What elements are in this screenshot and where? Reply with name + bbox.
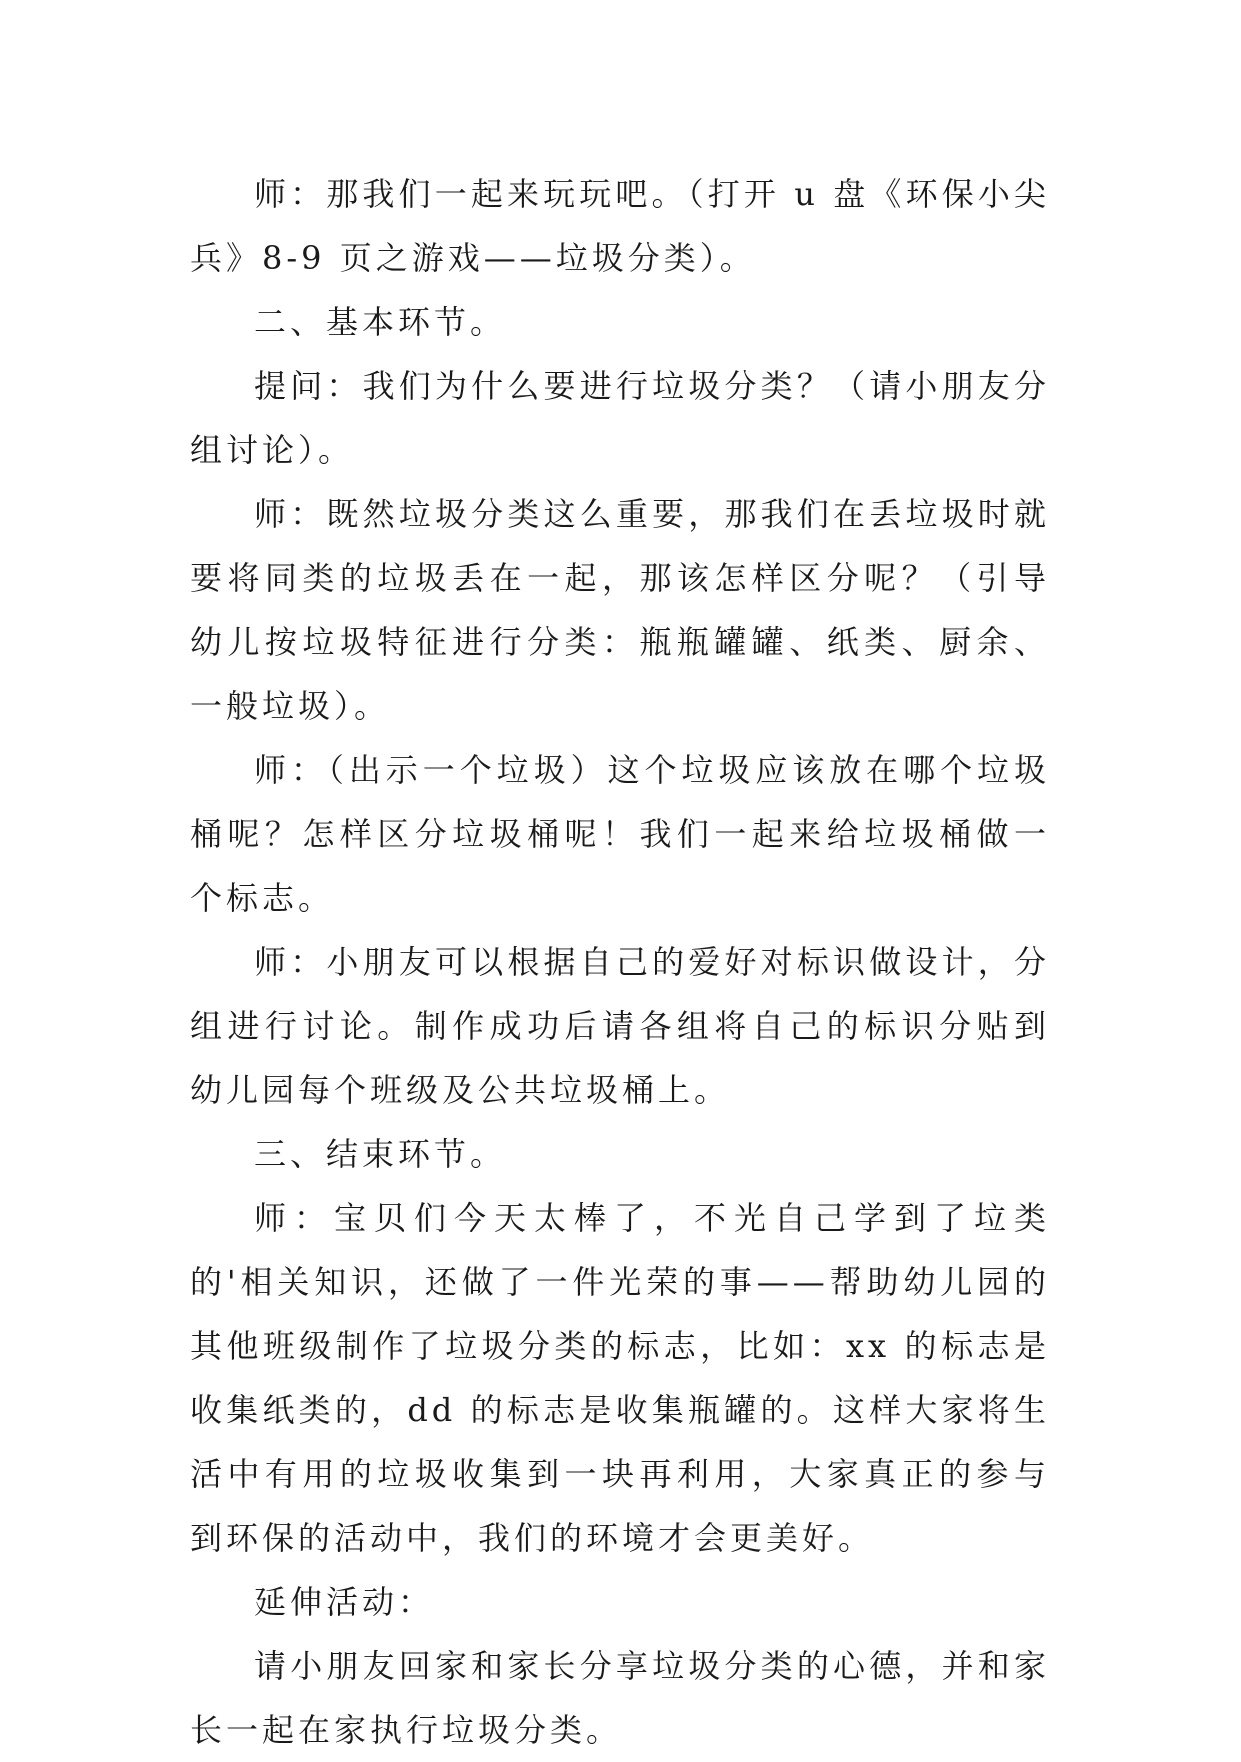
section-heading-extension: 延伸活动：	[254, 1583, 435, 1621]
paragraph-game-intro: 师：那我们一起来玩玩吧。（打开 u 盘《环保小尖兵》8-9 页之游戏——垃圾分类）。	[190, 175, 1050, 277]
paragraph-summary: 师：宝贝们今天太棒了，不光自己学到了垃类的'相关知识，还做了一件光荣的事——帮助幼儿园的其他班级制作了垃圾分类的标志，比如：xx 的标志是收集纸类的，dd 的标志是收集瓶罐的。这样大家将生活中有用的垃圾收集到一块再利用，大家真正的参与到环保的活动中，我们的环境才会更美好。	[190, 1199, 1050, 1557]
paragraph-question: 提问：我们为什么要进行垃圾分类？（请小朋友分组讨论）。	[190, 367, 1050, 469]
paragraph-home-activity: 请小朋友回家和家长分享垃圾分类的心德，并和家长一起在家执行垃圾分类。	[190, 1647, 1050, 1749]
paragraph-design-labels: 师：小朋友可以根据自己的爱好对标识做设计，分组进行讨论。制作成功后请各组将自己的标识分贴到幼儿园每个班级及公共垃圾桶上。	[190, 943, 1050, 1109]
document-body	[190, 162, 1050, 1762]
section-heading-basic: 二、基本环节。	[254, 303, 507, 341]
section-heading-ending: 三、结束环节。	[254, 1135, 507, 1173]
paragraph-classification: 师：既然垃圾分类这么重要，那我们在丢垃圾时就要将同类的垃圾丢在一起，那该怎样区分呢？（引导幼儿按垃圾特征进行分类：瓶瓶罐罐、纸类、厨余、一般垃圾）。	[190, 495, 1050, 725]
paragraph-show-trash: 师：（出示一个垃圾）这个垃圾应该放在哪个垃圾桶呢？怎样区分垃圾桶呢！我们一起来给垃圾桶做一个标志。	[190, 751, 1050, 917]
